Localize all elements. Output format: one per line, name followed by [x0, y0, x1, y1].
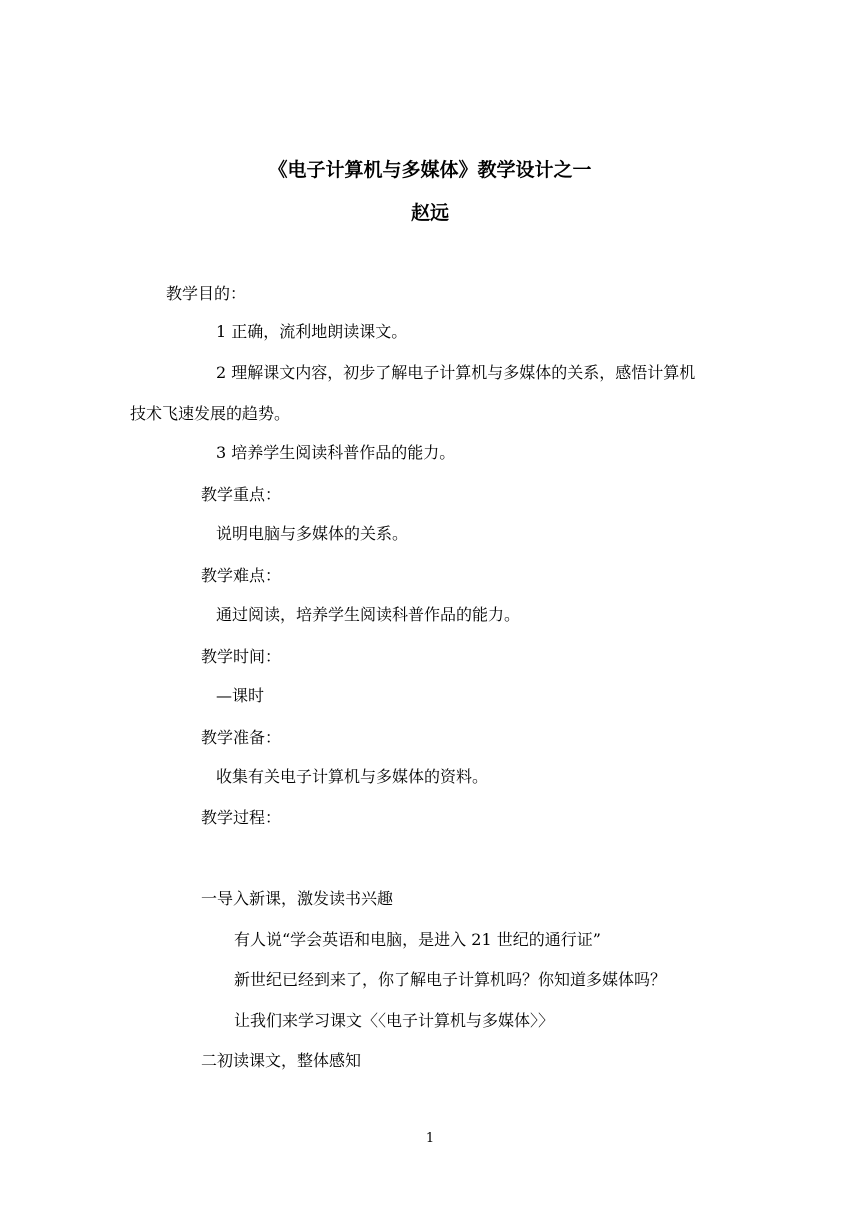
objective-2-line2: 技术飞速发展的趋势。: [130, 404, 291, 423]
process-heading: 教学过程：: [201, 808, 282, 827]
objective-2-line1: 2 理解课文内容，初步了解电子计算机与多媒体的关系，感悟计算机: [216, 363, 696, 382]
time-heading: 教学时间：: [201, 647, 282, 666]
page-number: 1: [425, 1131, 435, 1146]
difficulty: 通过阅读，培养学生阅读科普作品的能力。: [216, 605, 521, 624]
preparation: 收集有关电子计算机与多媒体的资料。: [216, 767, 489, 786]
document-title: 《电子计算机与多媒体》教学设计之一: [268, 159, 592, 181]
preparation-heading: 教学准备：: [201, 728, 282, 747]
section-1-heading: 一导入新课，激发读书兴趣: [201, 889, 394, 908]
section-1-line1: 有人说“学会英语和电脑，是进入 21 世纪的通行证”: [234, 930, 601, 949]
section-1-line2: 新世纪已经到来了，你了解电子计算机吗？你知道多媒体吗？: [234, 970, 667, 989]
key-point-heading: 教学重点：: [201, 485, 282, 504]
difficulty-heading: 教学难点：: [201, 566, 282, 585]
objectives-heading: 教学目的：: [166, 284, 247, 303]
time-value: —课时: [216, 686, 265, 705]
document-author: 赵远: [410, 202, 449, 224]
objective-1: 1 正确，流利地朗读课文。: [216, 322, 408, 341]
section-2-heading: 二初读课文，整体感知: [201, 1051, 362, 1070]
section-1-line3: 让我们来学习课文〈〈电子计算机与多媒体〉〉: [234, 1011, 555, 1030]
key-point: 说明电脑与多媒体的关系。: [216, 524, 409, 543]
objective-3: 3 培养学生阅读科普作品的能力。: [216, 443, 456, 462]
